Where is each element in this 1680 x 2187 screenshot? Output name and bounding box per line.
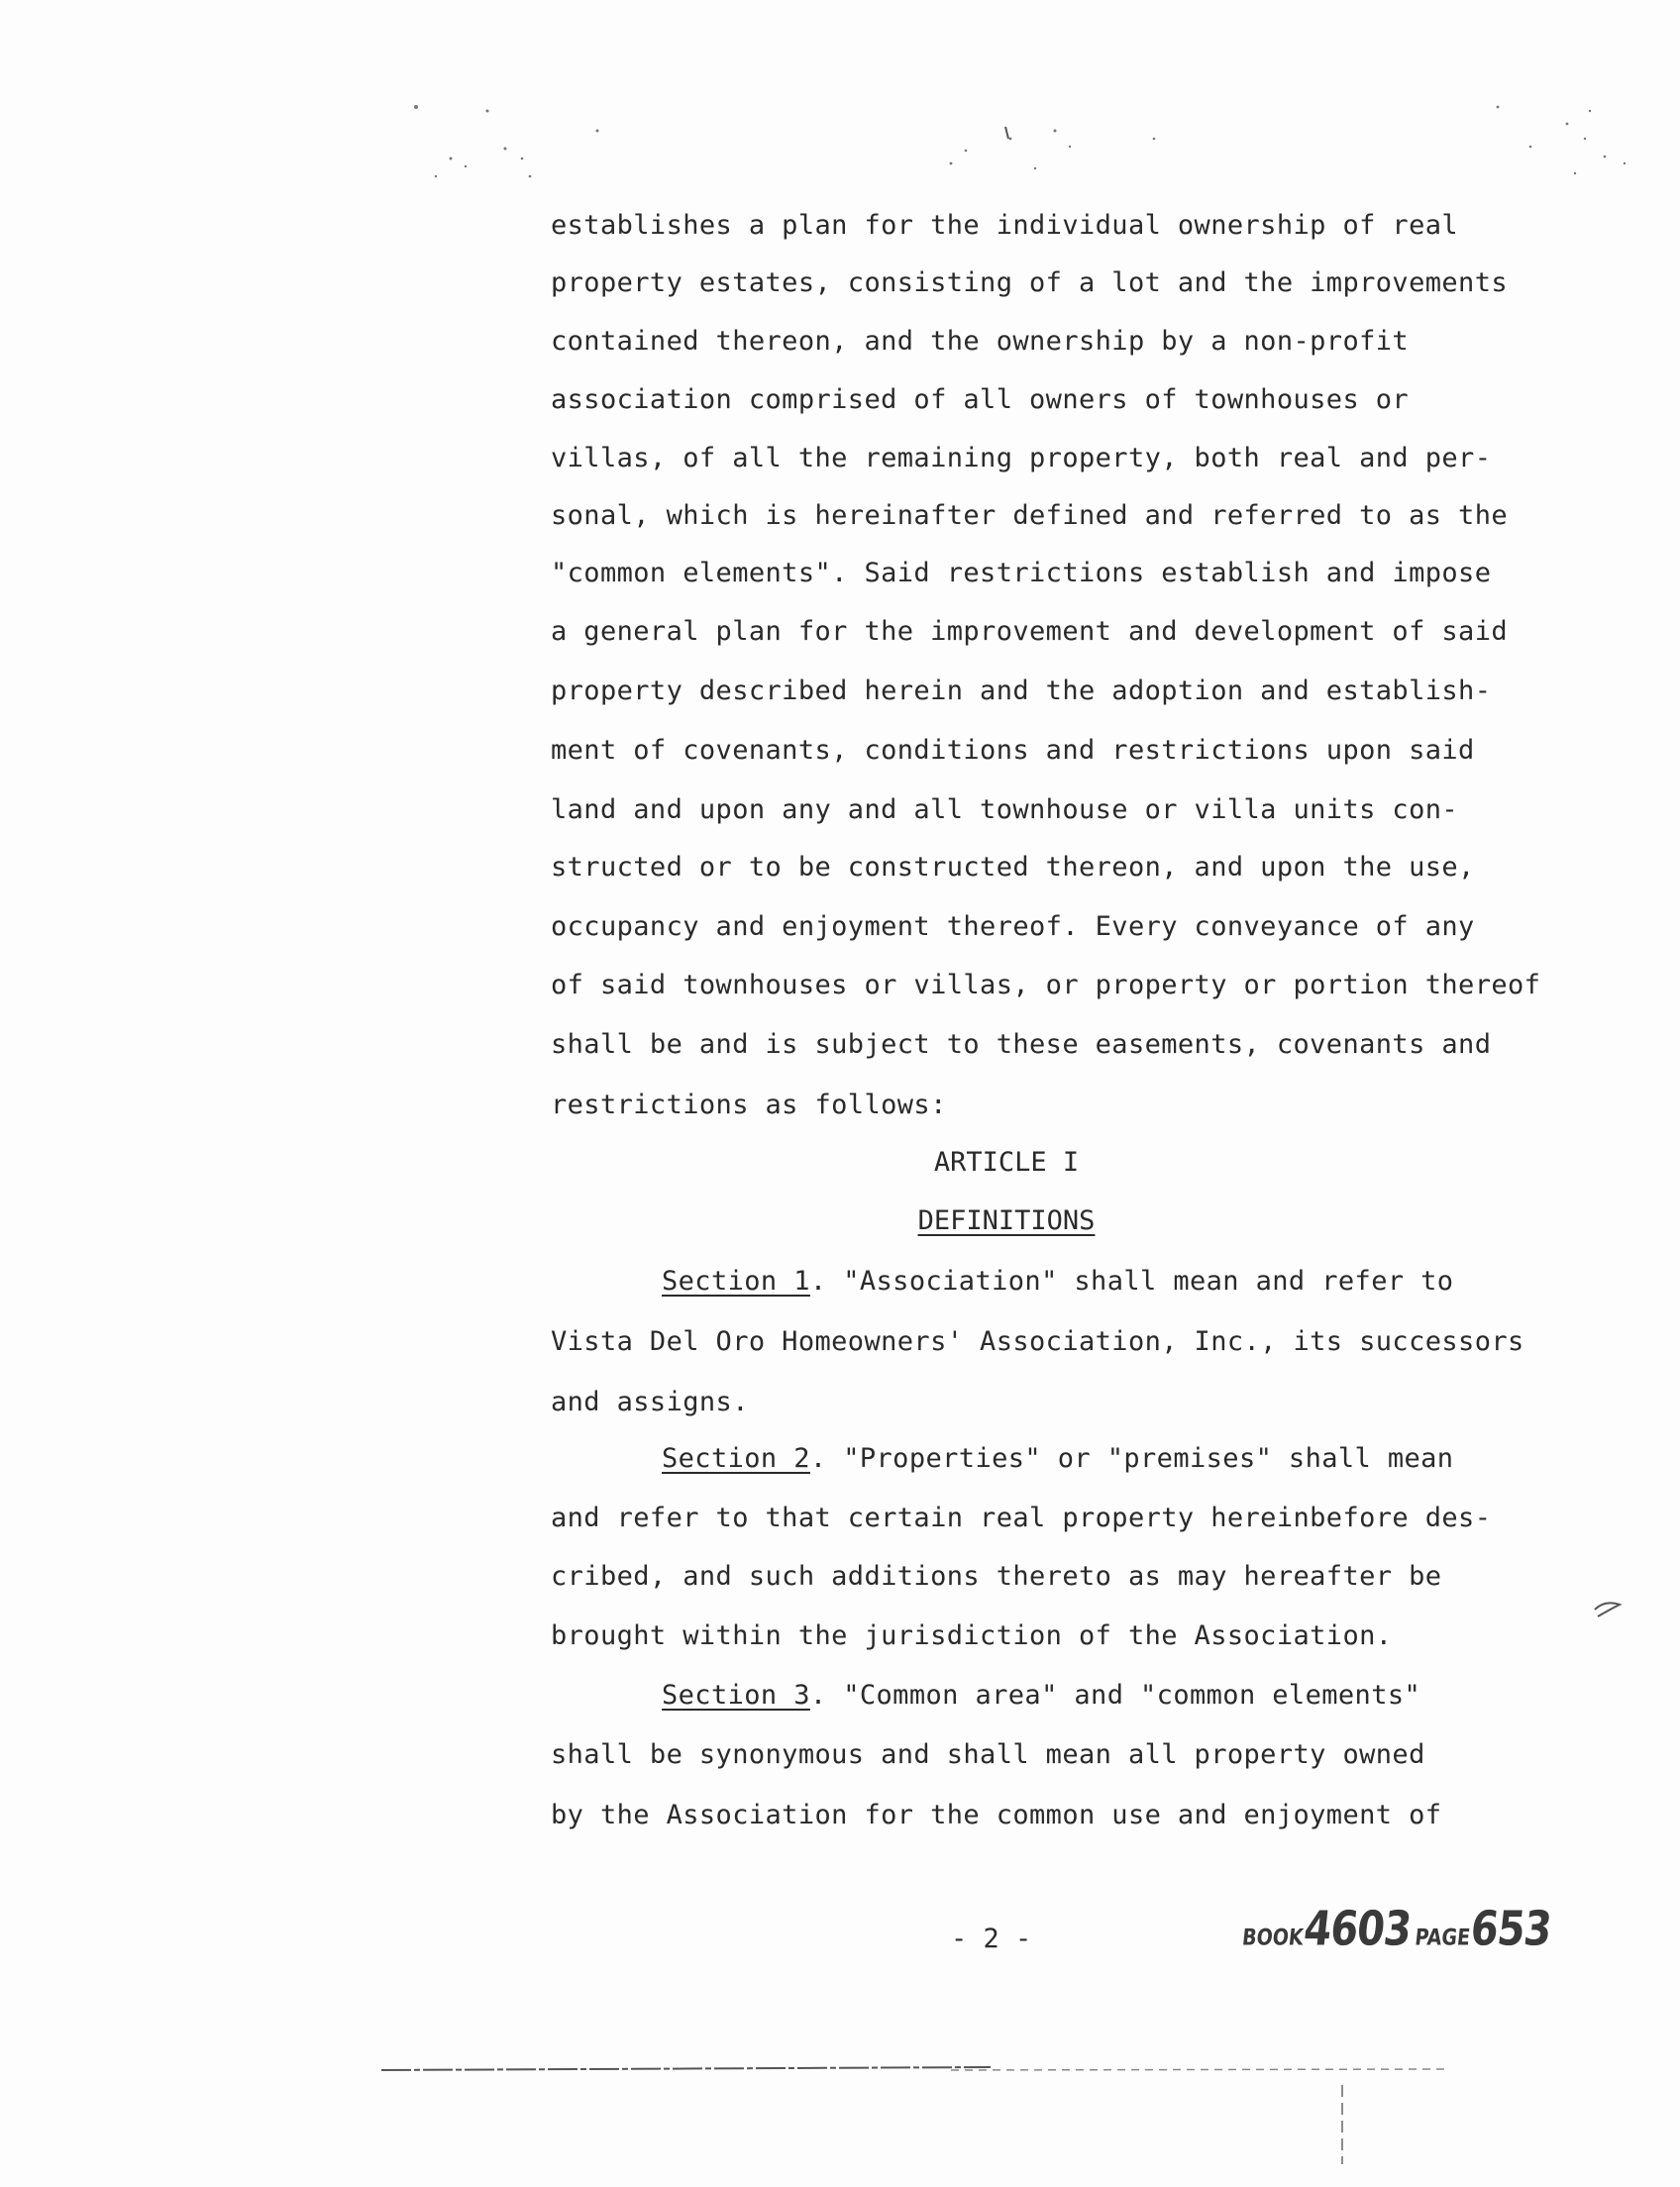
paragraph-line: association comprised of all owners of townhouses or bbox=[551, 384, 1410, 415]
paragraph-line: establishes a plan for the individual ownership of real bbox=[551, 210, 1459, 241]
section-2-text: . "Properties" or "premises" shall mean bbox=[809, 1443, 1454, 1474]
paragraph-line: contained thereon, and the ownership by a non-profit bbox=[551, 326, 1410, 357]
section-1-line: and assigns. bbox=[551, 1387, 749, 1417]
section-1-text: . "Association" shall mean and refer to bbox=[809, 1266, 1454, 1297]
section-3-line: shall be synonymous and shall mean all property owned bbox=[551, 1739, 1425, 1770]
paragraph-line: land and upon any and all townhouse or villa units con- bbox=[551, 794, 1459, 825]
paragraph-line: of said townhouses or villas, or property or portion thereof bbox=[551, 970, 1541, 1000]
paragraph-line: villas, of all the remaining property, both real and per- bbox=[551, 443, 1492, 473]
stamp-page-value: 653 bbox=[1467, 1902, 1554, 1957]
paragraph-line: occupancy and enjoyment thereof. Every conveyance of any bbox=[551, 911, 1475, 942]
paragraph-line: "common elements". Said restrictions establish and impose bbox=[551, 558, 1492, 588]
section-3-label: Section 3 bbox=[662, 1680, 810, 1711]
paragraph-line: structed or to be constructed thereon, and upon the use, bbox=[551, 852, 1475, 883]
section-2-line: and refer to that certain real property hereinbefore des- bbox=[551, 1503, 1492, 1533]
section-3-first-line bbox=[551, 1680, 1420, 1712]
recording-stamp bbox=[1240, 1902, 1553, 1956]
section-2-label: Section 2 bbox=[662, 1443, 810, 1474]
paragraph-line: restrictions as follows: bbox=[551, 1090, 947, 1120]
article-heading: ARTICLE I bbox=[933, 1147, 1080, 1178]
section-1-line: Vista Del Oro Homeowners' Association, Inc., its successors bbox=[551, 1326, 1524, 1357]
paragraph-line: ment of covenants, conditions and restrictions upon said bbox=[551, 735, 1475, 766]
stamp-book-number: 4603 bbox=[1301, 1902, 1414, 1957]
paragraph-line: sonal, which is hereinafter defined and referred to as the bbox=[551, 500, 1509, 531]
stamp-book-label: BOOK bbox=[1240, 1925, 1306, 1951]
paragraph-line: shall be and is subject to these easements, covenants and bbox=[551, 1029, 1492, 1060]
paragraph-line: property estates, consisting of a lot and the improvements bbox=[551, 267, 1509, 298]
section-2-first-line bbox=[551, 1443, 1453, 1475]
section-3-line: by the Association for the common use and enjoyment of bbox=[551, 1800, 1442, 1830]
article-subheading: DEFINITIONS bbox=[917, 1205, 1096, 1236]
paragraph-line: a general plan for the improvement and development of said bbox=[551, 616, 1509, 647]
stamp-page-label: PAGE bbox=[1414, 1925, 1472, 1951]
section-1-first-line bbox=[551, 1266, 1453, 1298]
section-1-label: Section 1 bbox=[662, 1266, 810, 1297]
page-number: - 2 - bbox=[951, 1924, 1032, 1954]
section-3-text: . "Common area" and "common elements" bbox=[809, 1680, 1421, 1711]
section-2-line: cribed, and such additions thereto as may hereafter be bbox=[551, 1561, 1442, 1592]
section-2-line: brought within the jurisdiction of the Association. bbox=[551, 1620, 1393, 1651]
paragraph-line: property described herein and the adoption and establish- bbox=[551, 676, 1492, 706]
